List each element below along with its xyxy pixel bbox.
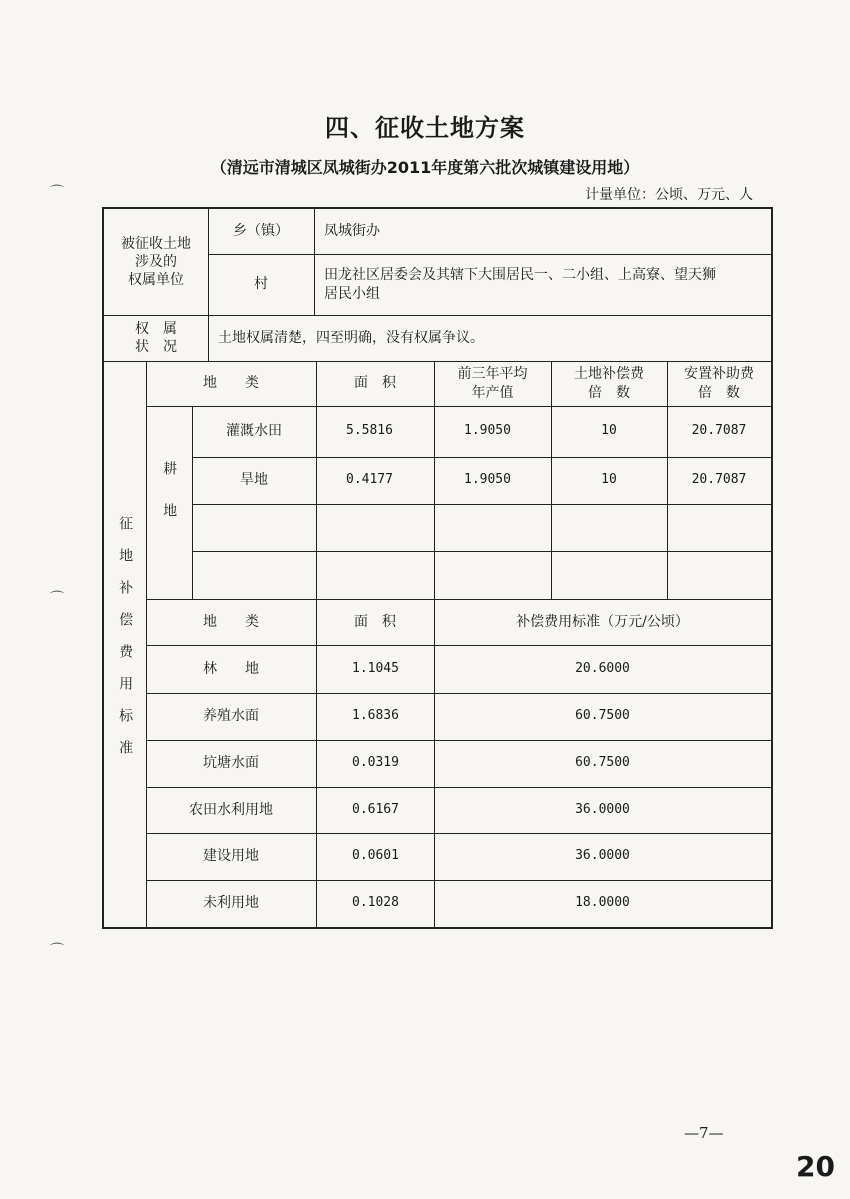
farmland-header-land-type: 地 类 <box>203 375 259 392</box>
other-row-standard: 36.0000 <box>575 801 630 817</box>
other-row-area: 1.1045 <box>352 660 399 676</box>
other-row-type: 农田水利用地 <box>189 801 273 818</box>
other-header-standard: 补偿费用标准（万元/公顷） <box>516 613 689 630</box>
farmland-row-type: 旱地 <box>240 472 268 489</box>
corner-mark: 20 <box>796 1150 835 1183</box>
farmland-row-area: 0.4177 <box>346 472 393 488</box>
ownership-unit-label: 被征收土地 涉及的 权属单位 <box>121 235 191 289</box>
other-row-standard: 60.7500 <box>575 755 630 771</box>
compensation-standard-label: 征地补偿费用标准 <box>117 516 134 772</box>
land-acquisition-table <box>102 207 773 929</box>
other-row-standard: 20.6000 <box>575 660 630 676</box>
scan-mark: ⌒ <box>50 943 64 959</box>
other-row-area: 0.0601 <box>352 848 399 864</box>
other-row-area: 0.1028 <box>352 895 399 911</box>
scan-mark: ⌒ <box>50 591 64 607</box>
page-title: 四、征收土地方案 <box>325 114 525 142</box>
page-subtitle: （清远市清城区凤城街办2011年度第六批次城镇建设用地） <box>210 158 640 177</box>
page-number: —7— <box>684 1124 724 1142</box>
unit-note: 计量单位：公顷、万元、人 <box>585 187 753 203</box>
farmland-header-avg-output: 前三年平均 年产值 <box>457 366 528 401</box>
scan-mark: ⌒ <box>50 185 64 201</box>
village-value: 田龙社区居委会及其辖下大围居民一、二小组、上高寮、望天狮 居民小组 <box>324 267 716 302</box>
other-row-area: 0.6167 <box>352 801 399 817</box>
other-row-standard: 60.7500 <box>575 708 630 724</box>
other-row-area: 0.0319 <box>352 755 399 771</box>
farmland-row-type: 灌溉水田 <box>226 423 282 440</box>
farmland-row-area: 5.5816 <box>346 423 393 439</box>
farmland-row-avg-output: 1.9050 <box>464 472 511 488</box>
farmland-header-resettle: 安置补助费 倍 数 <box>684 366 754 401</box>
farmland-row-avg-output: 1.9050 <box>464 423 511 439</box>
ownership-status-value: 土地权属清楚，四至明确，没有权属争议。 <box>218 329 484 346</box>
other-row-standard: 36.0000 <box>575 848 630 864</box>
town-label: 乡（镇） <box>233 223 289 240</box>
other-row-area: 1.6836 <box>352 708 399 724</box>
village-label: 村 <box>254 276 268 293</box>
town-value: 凤城街办 <box>324 223 380 240</box>
other-row-type: 林 地 <box>203 660 259 677</box>
farmland-row-land-comp: 10 <box>601 423 617 439</box>
farmland-group-label: 耕地 <box>161 460 178 545</box>
other-header-land-type: 地 类 <box>203 613 259 630</box>
farmland-row-land-comp: 10 <box>601 472 617 488</box>
ownership-status-label: 权 属 状 况 <box>135 320 177 355</box>
other-row-type: 坑塘水面 <box>203 755 259 772</box>
other-row-type: 养殖水面 <box>203 708 259 725</box>
other-row-type: 建设用地 <box>203 848 259 865</box>
farmland-header-land-comp: 土地补偿费 倍 数 <box>574 366 644 401</box>
farmland-row-resettle: 20.7087 <box>691 472 747 488</box>
other-row-standard: 18.0000 <box>575 895 630 911</box>
other-row-type: 未利用地 <box>203 895 259 912</box>
other-header-area: 面 积 <box>354 613 396 630</box>
farmland-header-area: 面 积 <box>354 375 396 392</box>
farmland-row-resettle: 20.7087 <box>691 423 747 439</box>
